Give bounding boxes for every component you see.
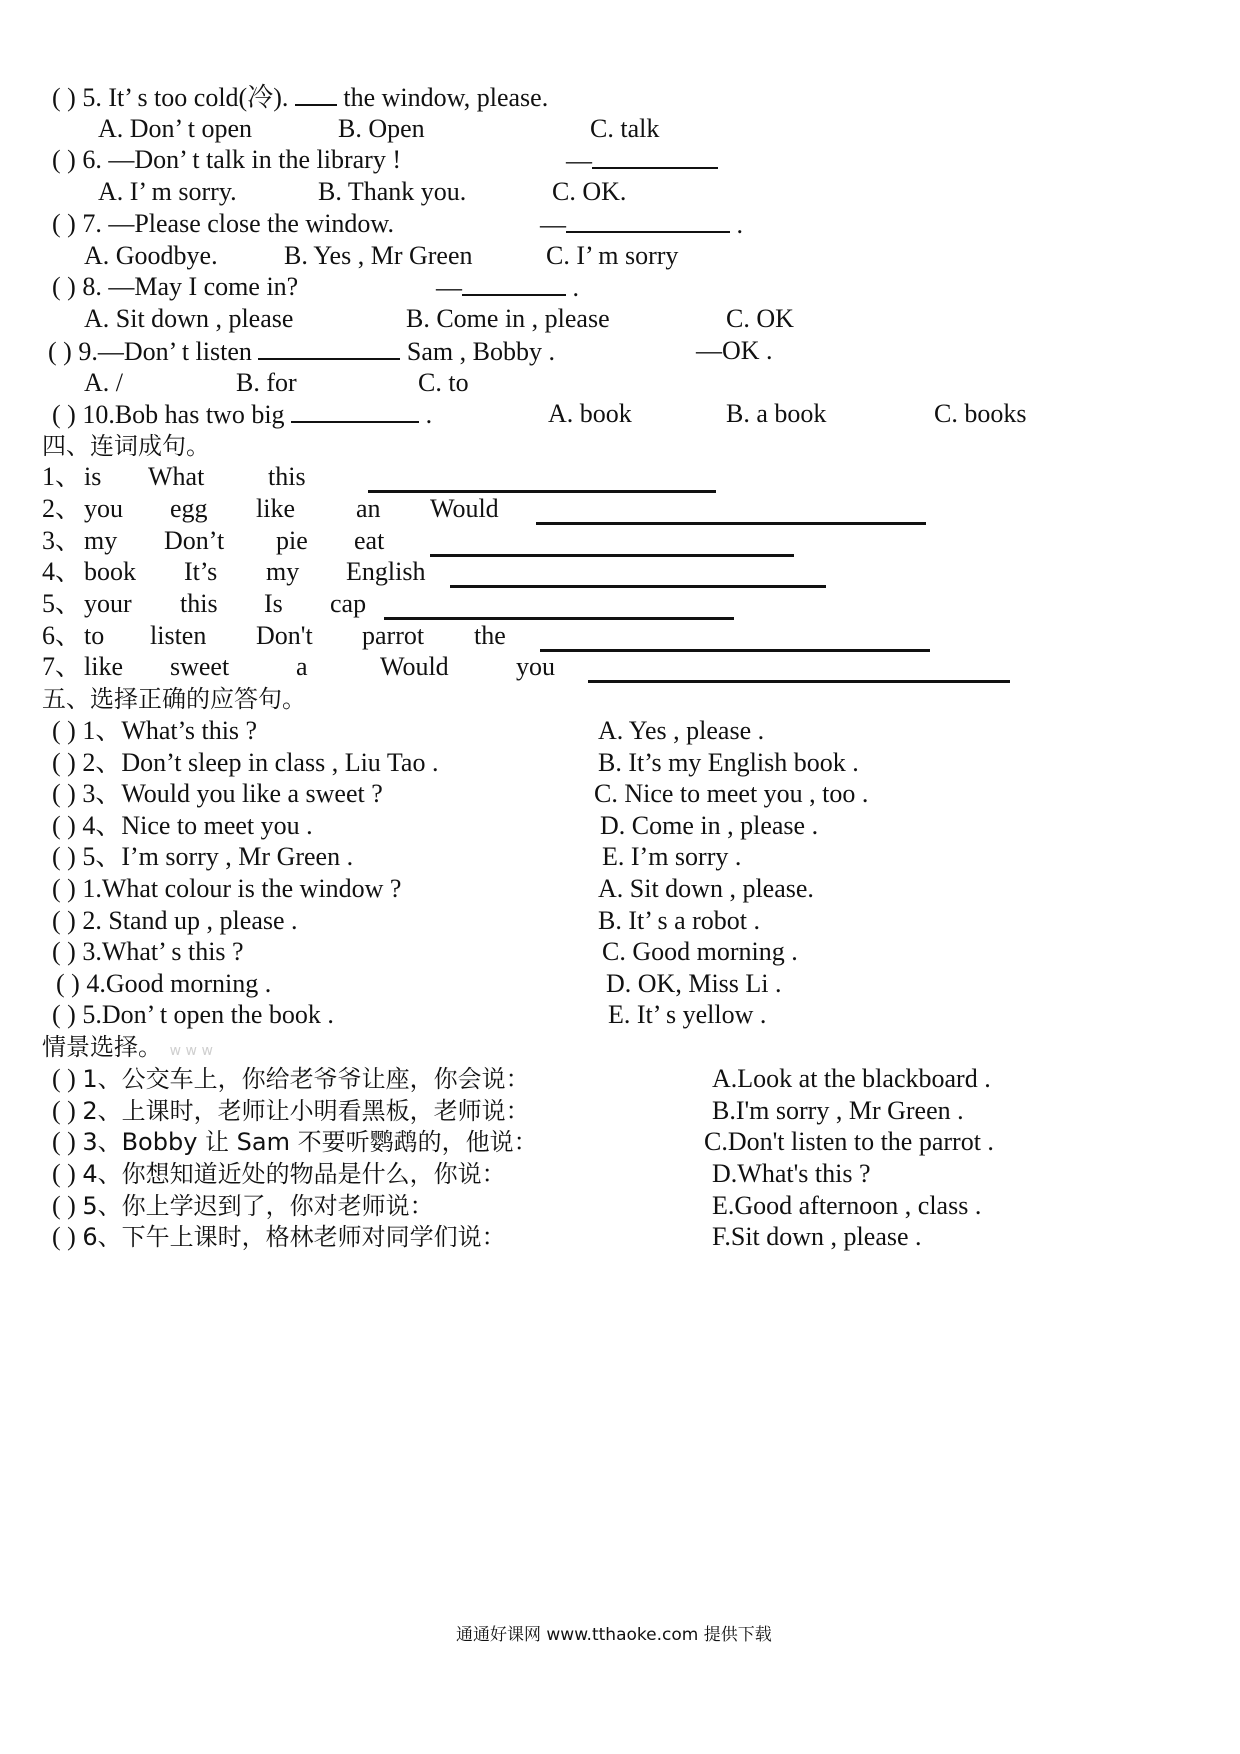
watermark: w w w <box>169 1043 213 1059</box>
answer-paren[interactable]: ( ) <box>52 1222 76 1251</box>
q8-stem: 8. —May I come in? <box>82 272 299 301</box>
q6-opt-c: C. OK. <box>552 177 627 206</box>
word-tile: an <box>356 494 381 523</box>
word-tile: egg <box>170 494 208 523</box>
q9-line <box>48 336 555 367</box>
answer-paren[interactable]: ( ) <box>52 779 76 808</box>
q6-opt-b: B. Thank you. <box>318 177 467 206</box>
answer-paren[interactable]: ( ) <box>52 716 76 745</box>
situation-option: D.What's this ? <box>712 1159 871 1188</box>
answer-paren[interactable]: ( ) <box>52 1127 76 1156</box>
answer-line-3[interactable] <box>430 532 794 557</box>
match-answer: C. Good morning . <box>602 937 798 966</box>
word-tile: your <box>84 589 132 618</box>
match-row <box>52 842 353 872</box>
situation-row <box>52 1096 530 1126</box>
word-tile: a <box>296 652 308 681</box>
match-row <box>52 937 244 967</box>
q9-opt-a: A. / <box>84 368 123 397</box>
word-tile: my <box>266 557 300 586</box>
match-row <box>52 748 438 778</box>
match-question: 4、Nice to meet you . <box>82 811 313 840</box>
q5-blank[interactable] <box>295 82 337 106</box>
situation-option: F.Sit down , please . <box>712 1222 922 1251</box>
word-tile: this <box>268 462 306 491</box>
q8-line <box>52 272 298 302</box>
match-question: 4.Good morning . <box>86 969 272 998</box>
match-question: 2. Stand up , please . <box>82 906 298 935</box>
q7-blank[interactable] <box>566 209 730 233</box>
word-tile: book <box>84 557 136 586</box>
situation-text: 2、上课时，老师让小明看黑板，老师说： <box>82 1097 530 1125</box>
section-5-heading: 五、选择正确的应答句。 <box>42 685 306 713</box>
answer-line-5[interactable] <box>384 595 734 620</box>
word-tile: you <box>84 494 123 523</box>
answer-paren[interactable]: ( ) <box>52 1159 76 1188</box>
match-answer: A. Yes , please . <box>598 716 765 745</box>
q8-opt-c: C. OK <box>726 304 794 333</box>
situation-row <box>52 1127 538 1157</box>
word-tile: like <box>84 652 123 681</box>
word-tile: parrot <box>362 621 425 650</box>
match-answer: E. I’m sorry . <box>602 842 742 871</box>
match-answer: D. OK, Miss Li . <box>606 969 782 998</box>
answer-paren[interactable]: ( ) <box>56 969 80 998</box>
match-answer: C. Nice to meet you , too . <box>594 779 869 808</box>
word-tile: English <box>346 557 426 586</box>
q7-stem: 7. —Please close the window. <box>82 209 395 238</box>
word-tile: you <box>516 652 555 681</box>
word-tile: sweet <box>170 652 230 681</box>
q7-opt-a: A. Goodbye. <box>84 241 218 270</box>
word-tile: What <box>148 462 205 491</box>
match-answer: B. It’s my English book . <box>598 748 859 777</box>
match-row <box>52 811 313 841</box>
q6-stem: 6. —Don’ t talk in the library ! <box>82 145 401 174</box>
answer-paren[interactable]: ( ) <box>52 1000 76 1029</box>
match-row <box>52 1000 334 1030</box>
q10-stem: 10.Bob has two big <box>82 400 285 429</box>
q5-line <box>52 82 548 113</box>
answer-paren[interactable]: ( ) <box>52 874 76 903</box>
match-question: 2、Don’t sleep in class , Liu Tao . <box>82 748 439 777</box>
situation-option: B.I'm sorry , Mr Green . <box>712 1096 964 1125</box>
match-question: 3.What’ s this ? <box>82 937 244 966</box>
section-6-heading: 情景选择。 w w w <box>42 1033 213 1061</box>
answer-paren[interactable]: ( ) <box>52 209 76 238</box>
answer-paren[interactable]: ( ) <box>52 748 76 777</box>
answer-paren[interactable]: ( ) <box>52 906 76 935</box>
q5-stem: 5. It’ s too cold(冷). <box>82 83 295 112</box>
q10-line: ( ) 10.Bob has two big . <box>52 400 433 429</box>
match-question: 1、What’s this ? <box>82 716 258 745</box>
answer-paren[interactable]: ( ) <box>52 83 76 112</box>
situation-text: 4、你想知道近处的物品是什么，你说： <box>82 1160 506 1188</box>
word-tile: Don’t <box>164 526 225 555</box>
answer-paren[interactable]: ( ) <box>52 400 76 429</box>
word-tile: Would <box>430 494 499 523</box>
match-question: 1.What colour is the window ? <box>82 874 402 903</box>
q6-reply: — <box>566 145 718 176</box>
answer-line-2[interactable] <box>536 500 926 525</box>
answer-paren[interactable]: ( ) <box>52 937 76 966</box>
answer-paren[interactable]: ( ) <box>52 1096 76 1125</box>
situation-row <box>52 1222 506 1252</box>
word-tile: cap <box>330 589 367 618</box>
q8-reply: — . <box>436 273 579 302</box>
q5-opt-a: A. Don’ t open <box>98 114 253 143</box>
match-answer: E. It’ s yellow . <box>608 1000 767 1029</box>
word-tile: this <box>180 589 218 618</box>
match-question: 3、Would you like a sweet ? <box>82 779 383 808</box>
situation-text: 1、公交车上，你给老爷爷让座，你会说： <box>82 1065 530 1093</box>
answer-line-7[interactable] <box>588 658 1010 683</box>
word-tile: eat <box>354 526 385 555</box>
situation-row <box>52 1064 530 1094</box>
q5-stem-end: the window, please. <box>336 83 549 112</box>
word-tile: the <box>474 621 506 650</box>
situation-text: 6、下午上课时，格林老师对同学们说： <box>82 1223 506 1251</box>
match-answer: A. Sit down , please. <box>598 874 814 903</box>
match-row <box>52 779 383 809</box>
q8-opt-b: B. Come in , please <box>406 304 610 333</box>
q10-opt-b: B. a book <box>726 399 827 428</box>
situation-text: 3、Bobby 让 Sam 不要听鹦鹉的，他说： <box>82 1128 538 1156</box>
answer-line-6[interactable] <box>540 627 930 652</box>
answer-line-1[interactable] <box>368 468 716 493</box>
q10-opt-c: C. books <box>934 399 1027 428</box>
match-row <box>56 969 271 999</box>
word-tile: my <box>84 526 118 555</box>
word-tile: listen <box>150 621 207 650</box>
footer-credit: 通通好课网 www.tthaoke.com 提供下载 <box>456 1625 772 1645</box>
q7-reply: — . <box>540 210 743 239</box>
situation-option: A.Look at the blackboard . <box>712 1064 991 1093</box>
section-4-heading: 四、连词成句。 <box>42 432 210 460</box>
answer-paren[interactable]: ( ) <box>52 145 76 174</box>
q9-reply: —OK . <box>696 336 773 365</box>
q10-blank[interactable] <box>291 399 419 423</box>
word-tile: Is <box>264 589 283 618</box>
q8-opt-a: A. Sit down , please <box>84 304 294 333</box>
answer-paren[interactable]: ( ) <box>52 272 76 301</box>
word-tile: It’s <box>184 557 218 586</box>
word-tile: to <box>84 621 105 650</box>
situation-row <box>52 1191 434 1221</box>
answer-line-4[interactable] <box>450 563 826 588</box>
word-tile: Don't <box>256 621 313 650</box>
answer-paren[interactable]: ( ) <box>52 1064 76 1093</box>
q9-stem: 9.—Don’ t listen <box>78 337 252 366</box>
q9-stem-end: Sam , Bobby . <box>406 337 555 366</box>
match-row <box>52 874 401 904</box>
situation-option: C.Don't listen to the parrot . <box>704 1127 994 1156</box>
q6-opt-a: A. I’ m sorry. <box>98 177 237 206</box>
q7-opt-c: C. I’ m sorry <box>546 241 679 270</box>
answer-paren[interactable]: ( ) <box>52 811 76 840</box>
word-tile: Would <box>380 652 449 681</box>
q9-opt-b: B. for <box>236 368 297 397</box>
q5-opt-c: C. talk <box>590 114 660 143</box>
match-question: 5、I’m sorry , Mr Green . <box>82 842 354 871</box>
q10-opt-a: A. book <box>548 399 632 428</box>
match-row <box>52 906 298 936</box>
word-tile: pie <box>276 526 308 555</box>
q5-opt-b: B. Open <box>338 114 425 143</box>
q9-blank[interactable] <box>258 336 400 360</box>
match-answer: B. It’ s a robot . <box>598 906 760 935</box>
q8-blank[interactable] <box>462 272 566 296</box>
situation-text: 5、你上学迟到了，你对老师说： <box>82 1192 434 1220</box>
q9-opt-c: C. to <box>418 368 469 397</box>
match-row <box>52 716 257 746</box>
answer-paren[interactable]: ( ) <box>52 842 76 871</box>
situation-row <box>52 1159 506 1189</box>
q6-line <box>52 145 401 175</box>
q7-opt-b: B. Yes , Mr Green <box>284 241 473 270</box>
answer-paren[interactable]: ( ) <box>52 1191 76 1220</box>
word-tile: is <box>84 462 102 491</box>
situation-option: E.Good afternoon , class . <box>712 1191 982 1220</box>
match-question: 5.Don’ t open the book . <box>82 1000 334 1029</box>
match-answer: D. Come in , please . <box>600 811 819 840</box>
answer-paren[interactable]: ( ) <box>48 337 72 366</box>
q7-line <box>52 209 394 239</box>
word-tile: like <box>256 494 295 523</box>
q6-blank[interactable] <box>592 145 718 169</box>
